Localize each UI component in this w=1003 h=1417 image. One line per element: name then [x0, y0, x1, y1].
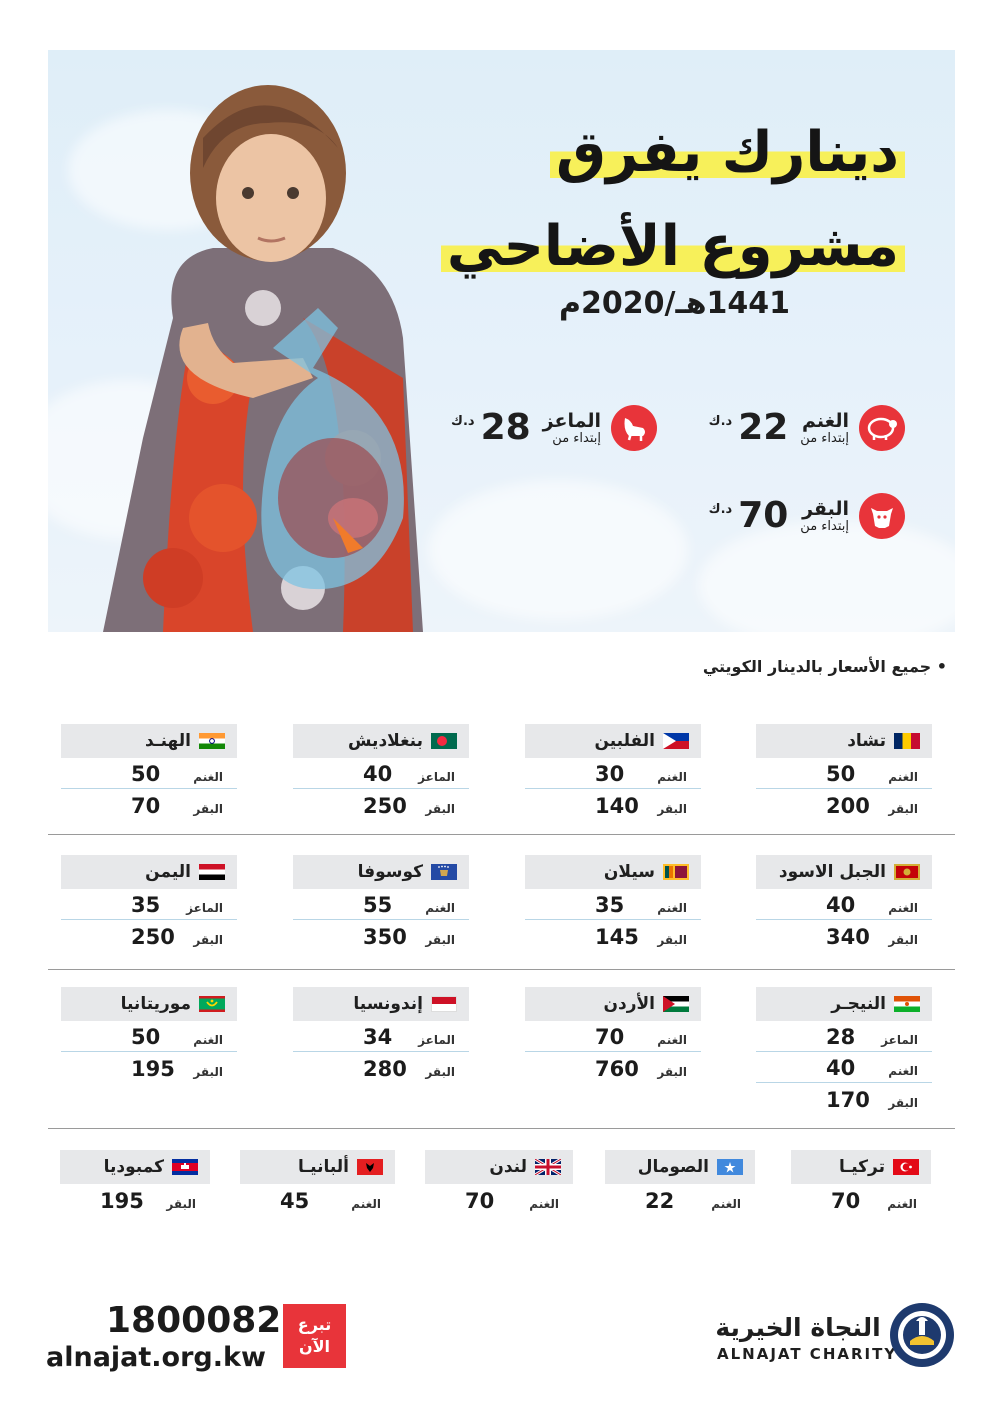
country-name: الهنـد	[144, 731, 191, 751]
price-currency: د.ك	[708, 501, 733, 517]
country-name: ألبانيـا	[297, 1157, 349, 1177]
philippines-flag-icon	[663, 733, 689, 749]
price-row: البقر 760	[595, 1057, 687, 1081]
cambodia-flag-icon	[172, 1159, 198, 1175]
ceylon-flag-icon	[663, 864, 689, 880]
price-value: 70	[738, 495, 789, 536]
price-row: البقر 350	[363, 925, 455, 949]
cow-icon	[859, 493, 905, 539]
indonesia-flag-icon	[431, 996, 457, 1012]
goat-icon	[611, 405, 657, 451]
chad-flag-icon	[894, 733, 920, 749]
price-row: الغنم 70	[465, 1189, 559, 1213]
somalia-flag-icon	[717, 1159, 743, 1175]
jordan-flag-icon	[663, 996, 689, 1012]
uk-flag-icon	[535, 1159, 561, 1175]
country-card-bangladesh	[293, 724, 469, 820]
donate-now-button[interactable]: تبرع الآن	[283, 1304, 346, 1368]
row-divider	[48, 969, 955, 970]
country-card-jordan	[525, 987, 701, 1083]
country-name: كمبوديا	[103, 1157, 164, 1177]
country-card-philippines	[525, 724, 701, 820]
price-row: البقر 200	[826, 794, 918, 818]
price-row: الغنم 40	[756, 889, 932, 920]
yemen-flag-icon	[199, 864, 225, 880]
price-row: الماعز 34	[293, 1021, 469, 1052]
country-name: سيلان	[603, 862, 655, 882]
country-card-london	[425, 1150, 573, 1215]
montenegro-flag-icon	[894, 864, 920, 880]
hero-banner	[48, 50, 955, 632]
price-row: البقر 140	[595, 794, 687, 818]
country-card-cambodia	[60, 1150, 210, 1215]
price-value: 28	[480, 407, 531, 448]
price-currency: د.ك	[708, 413, 733, 429]
price-row: البقر 170	[826, 1088, 918, 1112]
row-divider	[48, 834, 955, 835]
mauritania-flag-icon	[199, 996, 225, 1012]
alnajat-logo-icon	[888, 1301, 956, 1369]
title-line-2: مشروع الأضاحي	[441, 208, 905, 286]
price-row: الغنم 30	[525, 758, 701, 789]
website-link[interactable]: alnajat.org.kw	[46, 1342, 266, 1373]
price-label: الغنم	[801, 409, 849, 432]
row-divider	[48, 1128, 955, 1129]
price-row: الغنم 22	[645, 1189, 741, 1213]
country-name: الأردن	[603, 994, 655, 1014]
albania-flag-icon	[357, 1159, 383, 1175]
price-label: البقر	[802, 497, 849, 520]
price-goat	[451, 405, 657, 451]
title-line-1: دينارك يفرق	[550, 114, 905, 192]
currency-note: • جميع الأسعار بالدينار الكويتي	[702, 657, 947, 676]
country-name: بنغلاديش	[348, 731, 423, 751]
country-card-turkey	[791, 1150, 931, 1215]
country-name: لندن	[489, 1157, 527, 1177]
price-row: الغنم 50	[756, 758, 932, 789]
price-from: إبتداء من	[800, 430, 849, 446]
country-card-mauritania	[61, 987, 237, 1083]
country-card-niger	[756, 987, 932, 1114]
sheep-icon	[859, 405, 905, 451]
price-row: الغنم 55	[293, 889, 469, 920]
india-flag-icon	[199, 733, 225, 749]
price-currency: د.ك	[451, 413, 475, 429]
org-name-english: ALNAJAT CHARITY	[717, 1345, 898, 1363]
price-row: البقر 195	[100, 1189, 196, 1213]
price-row: البقر 145	[595, 925, 687, 949]
niger-flag-icon	[894, 996, 920, 1012]
country-card-kosovo	[293, 855, 469, 951]
year-label: 1441هـ/2020م	[558, 286, 790, 321]
country-name: موريتانيا	[120, 994, 191, 1014]
country-card-indonesia	[293, 987, 469, 1083]
price-row: الغنم 35	[525, 889, 701, 920]
price-row: البقر 340	[826, 925, 918, 949]
country-name: الجبل الاسود	[778, 862, 886, 882]
price-row: الغنم 70	[831, 1189, 917, 1213]
turkey-flag-icon	[893, 1159, 919, 1175]
country-card-india	[61, 724, 237, 820]
country-card-somalia	[605, 1150, 755, 1215]
child-photo	[103, 78, 433, 632]
country-name: كوسوفا	[357, 862, 423, 882]
price-row: الغنم 50	[61, 1021, 237, 1052]
price-row: البقر 70	[131, 794, 223, 818]
price-label: الماعز	[542, 409, 601, 432]
price-row: الغنم 45	[280, 1189, 381, 1213]
price-sheep	[709, 405, 905, 451]
price-row: الماعز 40	[293, 758, 469, 789]
price-cow	[709, 493, 905, 539]
phone-number[interactable]: 1800082	[106, 1300, 282, 1341]
country-card-yemen	[61, 855, 237, 951]
country-card-albania	[240, 1150, 395, 1215]
country-card-ceylon	[525, 855, 701, 951]
kosovo-flag-icon	[431, 864, 457, 880]
price-row: البقر 250	[363, 794, 455, 818]
bangladesh-flag-icon	[431, 733, 457, 749]
price-from: إبتداء من	[552, 430, 601, 446]
country-name: النيجـر	[831, 994, 886, 1014]
country-name: إندونسيا	[353, 994, 423, 1014]
country-name: تشاد	[847, 731, 886, 751]
price-from: إبتداء من	[800, 518, 849, 534]
price-row: البقر 280	[363, 1057, 455, 1081]
country-name: اليمن	[145, 862, 191, 882]
country-name: الفلبين	[594, 731, 655, 751]
country-card-montenegro	[756, 855, 932, 951]
price-row: الماعز 28	[756, 1021, 932, 1052]
price-row: الغنم 40	[756, 1052, 932, 1083]
price-value: 22	[738, 407, 789, 448]
price-row: الغنم 70	[525, 1021, 701, 1052]
country-card-chad	[756, 724, 932, 820]
country-name: الصومال	[637, 1157, 709, 1177]
price-row: الغنم 50	[61, 758, 237, 789]
price-row: البقر 195	[131, 1057, 223, 1081]
country-name: تركيـا	[839, 1157, 885, 1177]
org-name-arabic: النجاة الخيرية	[715, 1313, 881, 1342]
price-row: الماعز 35	[61, 889, 237, 920]
price-row: البقر 250	[131, 925, 223, 949]
cloud-decoration	[428, 480, 688, 620]
